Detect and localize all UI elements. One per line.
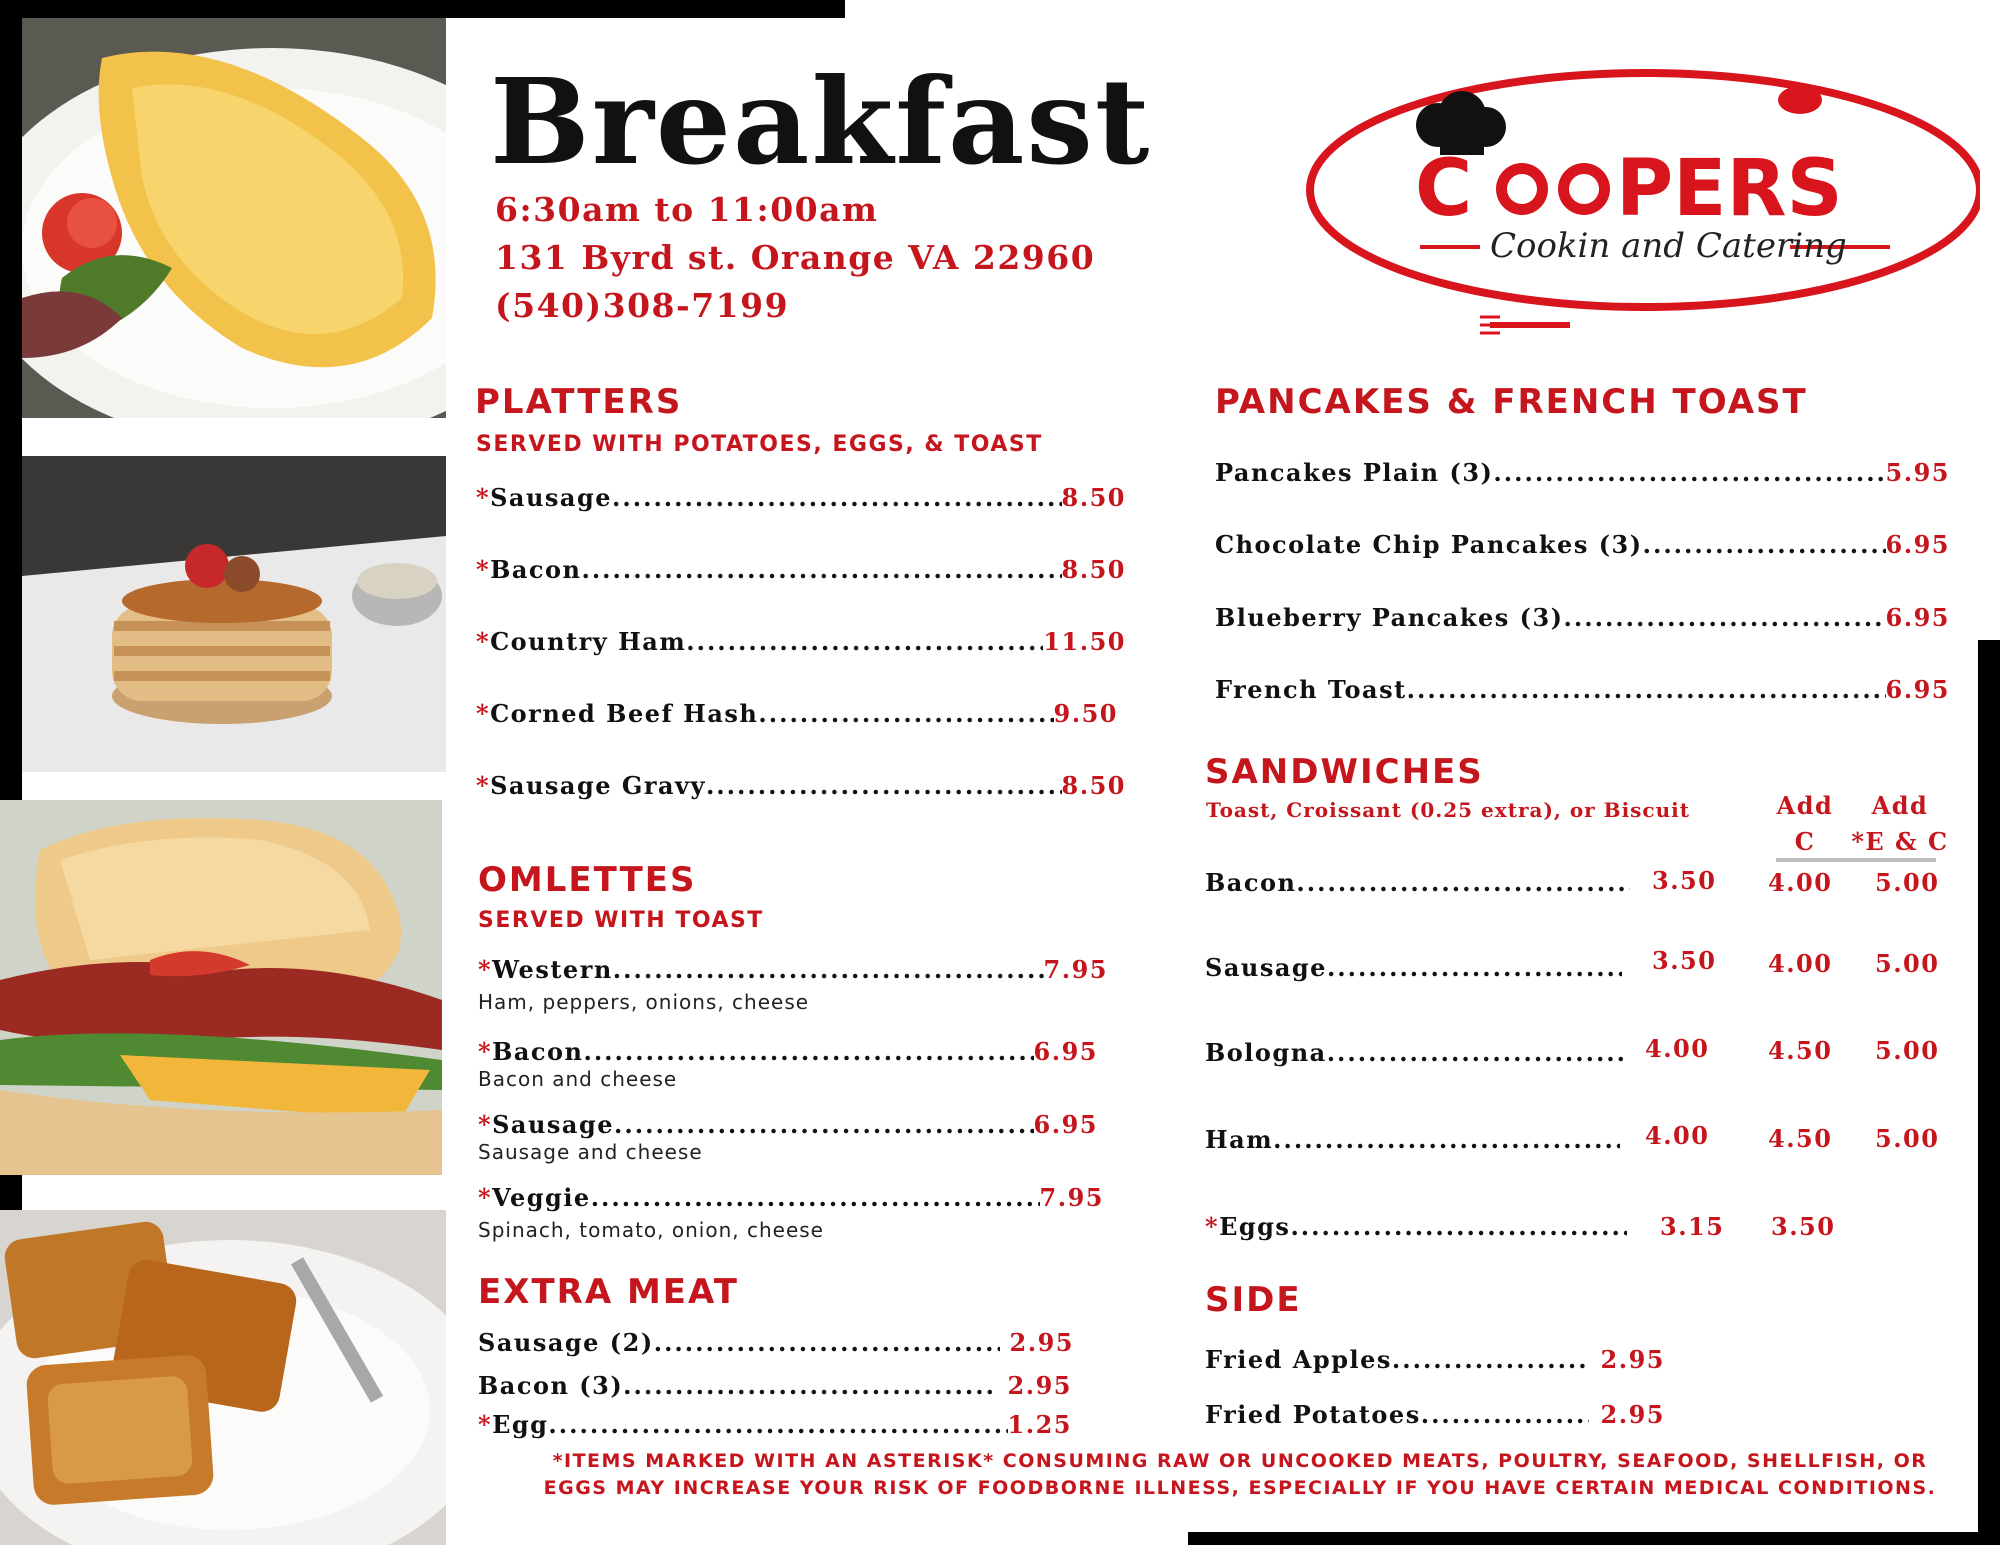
item-name: Sausage	[1205, 953, 1327, 982]
item-name: Veggie	[492, 1183, 591, 1212]
dot-leader	[1564, 603, 1886, 632]
extra-meat-heading: EXTRA MEAT	[478, 1272, 739, 1312]
dot-leader	[548, 1410, 1007, 1439]
item-name: Sausage	[492, 1110, 615, 1139]
platters-heading: PLATTERS	[475, 382, 683, 422]
item-price: 7.95	[1039, 1183, 1104, 1212]
item-name: Western	[492, 955, 613, 984]
dot-leader	[1493, 458, 1885, 487]
item-name: Pancakes Plain (3)	[1215, 458, 1494, 487]
item-description: Ham, peppers, onions, cheese	[478, 990, 810, 1014]
item-price: 7.95	[1043, 955, 1108, 984]
price-add-cheese: 4.00	[1768, 868, 1833, 897]
asterisk: *	[476, 699, 491, 728]
dot-leader	[1392, 1345, 1589, 1374]
phone-text: (540)308-7199	[495, 286, 790, 325]
item-price: 6.95	[1885, 603, 1950, 632]
item-name: Bacon	[492, 1037, 584, 1066]
price-add-cheese: 4.50	[1768, 1124, 1833, 1153]
dot-leader	[581, 555, 1061, 584]
item-price: 8.50	[1061, 483, 1126, 512]
dot-leader	[614, 1110, 1034, 1139]
menu-item-sandwich-sausage	[1205, 953, 1622, 982]
item-name: Ham	[1205, 1125, 1274, 1154]
item-price: 9.50	[1053, 699, 1118, 728]
price-add-cheese: 3.50	[1771, 1212, 1836, 1241]
pancakes-photo	[22, 456, 446, 772]
omelette-photo	[22, 18, 446, 418]
menu-item-sandwich-bologna	[1205, 1038, 1623, 1067]
item-description: Bacon and cheese	[478, 1067, 678, 1091]
asterisk: *	[478, 1037, 493, 1066]
item-name: Eggs	[1219, 1212, 1291, 1241]
svg-text:PERS: PERS	[1616, 144, 1843, 234]
price-base: 4.00	[1645, 1121, 1710, 1150]
asterisk: *	[478, 1110, 493, 1139]
item-price: 2.95	[1600, 1345, 1665, 1374]
dot-leader	[1407, 675, 1886, 704]
item-name: Sausage Gravy	[490, 771, 706, 800]
menu-item-omelette-western	[478, 955, 1108, 984]
menu-item-omelette-veggie	[478, 1183, 1104, 1212]
menu-item-platter-country-ham	[476, 627, 1126, 656]
column-header-add-egg-cheese: Add *E & C	[1851, 791, 1949, 856]
column-header-add-cheese: Add C	[1776, 791, 1834, 856]
food-safety-disclaimer: *ITEMS MARKED WITH AN ASTERISK* CONSUMING RAW OR UNCOOKED MEATS, POULTRY, SEAFOOD, SHELLFISH, OR EGGS MAY INCREASE YOUR RISK OF FOODBORNE ILLNESS, ESPECIALLY IF YOU HAVE CERTAIN MEDICAL CONDITIONS.	[543, 1450, 1937, 1499]
svg-text:C: C	[1415, 144, 1473, 234]
price-base: 3.15	[1660, 1212, 1725, 1241]
asterisk: *	[478, 1183, 493, 1212]
price-add-egg-cheese: 5.00	[1875, 949, 1940, 978]
dot-leader	[1290, 1212, 1627, 1241]
item-description: Spinach, tomato, onion, cheese	[478, 1218, 824, 1242]
item-name: Egg	[492, 1410, 549, 1439]
price-add-egg-cheese: 5.00	[1875, 1124, 1940, 1153]
item-name: Fried Potatoes	[1205, 1400, 1421, 1429]
item-price: 5.95	[1885, 458, 1950, 487]
column-divider	[1776, 858, 1936, 862]
dot-leader	[612, 483, 1062, 512]
menu-item-blueberry-pancakes	[1215, 603, 1950, 632]
asterisk: *	[476, 483, 491, 512]
item-price: 2.95	[1007, 1371, 1072, 1400]
dot-leader	[654, 1328, 1000, 1357]
price-base: 3.50	[1652, 866, 1717, 895]
menu-item-fried-potatoes	[1205, 1400, 1665, 1429]
item-name: Blueberry Pancakes (3)	[1215, 603, 1564, 632]
item-price: 2.95	[1600, 1400, 1665, 1429]
dot-leader	[1421, 1400, 1589, 1429]
sandwiches-heading: SANDWICHES	[1205, 752, 1484, 792]
asterisk: *	[478, 1410, 493, 1439]
asterisk: *	[476, 555, 491, 584]
price-add-egg-cheese: 5.00	[1875, 868, 1940, 897]
dot-leader	[1643, 530, 1886, 559]
item-name: Sausage (2)	[478, 1328, 654, 1357]
menu-item-extra-sausage	[478, 1328, 1074, 1357]
dot-leader	[1327, 1038, 1623, 1067]
item-price: 2.95	[1009, 1328, 1074, 1357]
menu-item-platter-sausage	[476, 483, 1126, 512]
pancakes-heading: PANCAKES & FRENCH TOAST	[1215, 382, 1808, 422]
item-name: Country Ham	[490, 627, 687, 656]
dot-leader	[1327, 953, 1622, 982]
item-price: 1.25	[1007, 1410, 1072, 1439]
price-add-cheese: 4.50	[1768, 1036, 1833, 1065]
price-base: 4.00	[1645, 1034, 1710, 1063]
svg-text:Cookin and Catering: Cookin and Catering	[1490, 226, 1847, 266]
item-name: French Toast	[1215, 675, 1407, 704]
frame-bar-right	[1978, 640, 2000, 1545]
price-base: 3.50	[1652, 946, 1717, 975]
dot-leader	[1273, 1125, 1620, 1154]
item-name: Sausage	[490, 483, 613, 512]
side-heading: SIDE	[1205, 1280, 1302, 1320]
frame-bar-top	[0, 0, 845, 18]
item-price: 11.50	[1043, 627, 1126, 656]
biscuit-sandwich-photo	[0, 800, 442, 1175]
dot-leader	[686, 627, 1043, 656]
price-add-egg-cheese: 5.00	[1875, 1036, 1940, 1065]
page-title: Breakfast	[490, 52, 1152, 191]
platters-subheading: SERVED WITH POTATOES, EGGS, & TOAST	[476, 432, 1043, 457]
hours-text: 6:30am to 11:00am	[495, 190, 879, 229]
dot-leader	[623, 1371, 997, 1400]
menu-item-sandwich-ham	[1205, 1125, 1620, 1154]
menu-item-omelette-bacon	[478, 1037, 1098, 1066]
french-toast-photo	[0, 1210, 446, 1545]
item-price: 6.95	[1033, 1037, 1098, 1066]
dot-leader	[613, 955, 1044, 984]
dot-leader	[706, 771, 1062, 800]
omelettes-subheading: SERVED WITH TOAST	[478, 908, 764, 933]
address-text: 131 Byrd st. Orange VA 22960	[495, 238, 1096, 277]
menu-item-omelette-sausage	[478, 1110, 1098, 1139]
item-price: 6.95	[1033, 1110, 1098, 1139]
menu-item-sandwich-bacon	[1205, 868, 1630, 897]
price-add-cheese: 4.00	[1768, 949, 1833, 978]
menu-item-chocolate-chip-pancakes	[1215, 530, 1950, 559]
dot-leader	[758, 699, 1053, 728]
item-name: Bacon	[1205, 868, 1297, 897]
dot-leader	[591, 1183, 1040, 1212]
menu-item-pancakes-plain	[1215, 458, 1950, 487]
item-description: Sausage and cheese	[478, 1140, 703, 1164]
item-name: Bologna	[1205, 1038, 1327, 1067]
dot-leader	[583, 1037, 1033, 1066]
menu-item-french-toast	[1215, 675, 1950, 704]
item-name: Corned Beef Hash	[490, 699, 759, 728]
asterisk: *	[478, 955, 493, 984]
menu-item-extra-egg	[478, 1410, 1072, 1439]
item-name: Bacon	[490, 555, 582, 584]
item-name: Fried Apples	[1205, 1345, 1392, 1374]
item-price: 8.50	[1061, 771, 1126, 800]
item-price: 6.95	[1885, 675, 1950, 704]
asterisk: *	[1205, 1212, 1220, 1241]
omelettes-heading: OMLETTES	[478, 860, 697, 900]
asterisk: *	[476, 627, 491, 656]
menu-item-extra-bacon	[478, 1371, 1072, 1400]
item-name: Bacon (3)	[478, 1371, 624, 1400]
coopers-logo	[1290, 55, 1980, 355]
menu-item-platter-corned-beef-hash	[476, 699, 1118, 728]
item-price: 8.50	[1061, 555, 1126, 584]
asterisk: *	[476, 771, 491, 800]
menu-item-fried-apples	[1205, 1345, 1665, 1374]
item-name: Chocolate Chip Pancakes (3)	[1215, 530, 1643, 559]
sandwiches-subheading: Toast, Croissant (0.25 extra), or Biscuit	[1206, 798, 1690, 822]
frame-bar-bottom	[1188, 1532, 2000, 1545]
item-price: 6.95	[1885, 530, 1950, 559]
menu-item-platter-bacon	[476, 555, 1126, 584]
dot-leader	[1296, 868, 1630, 897]
menu-item-platter-sausage-gravy	[476, 771, 1126, 800]
menu-item-sandwich-eggs	[1205, 1212, 1627, 1241]
